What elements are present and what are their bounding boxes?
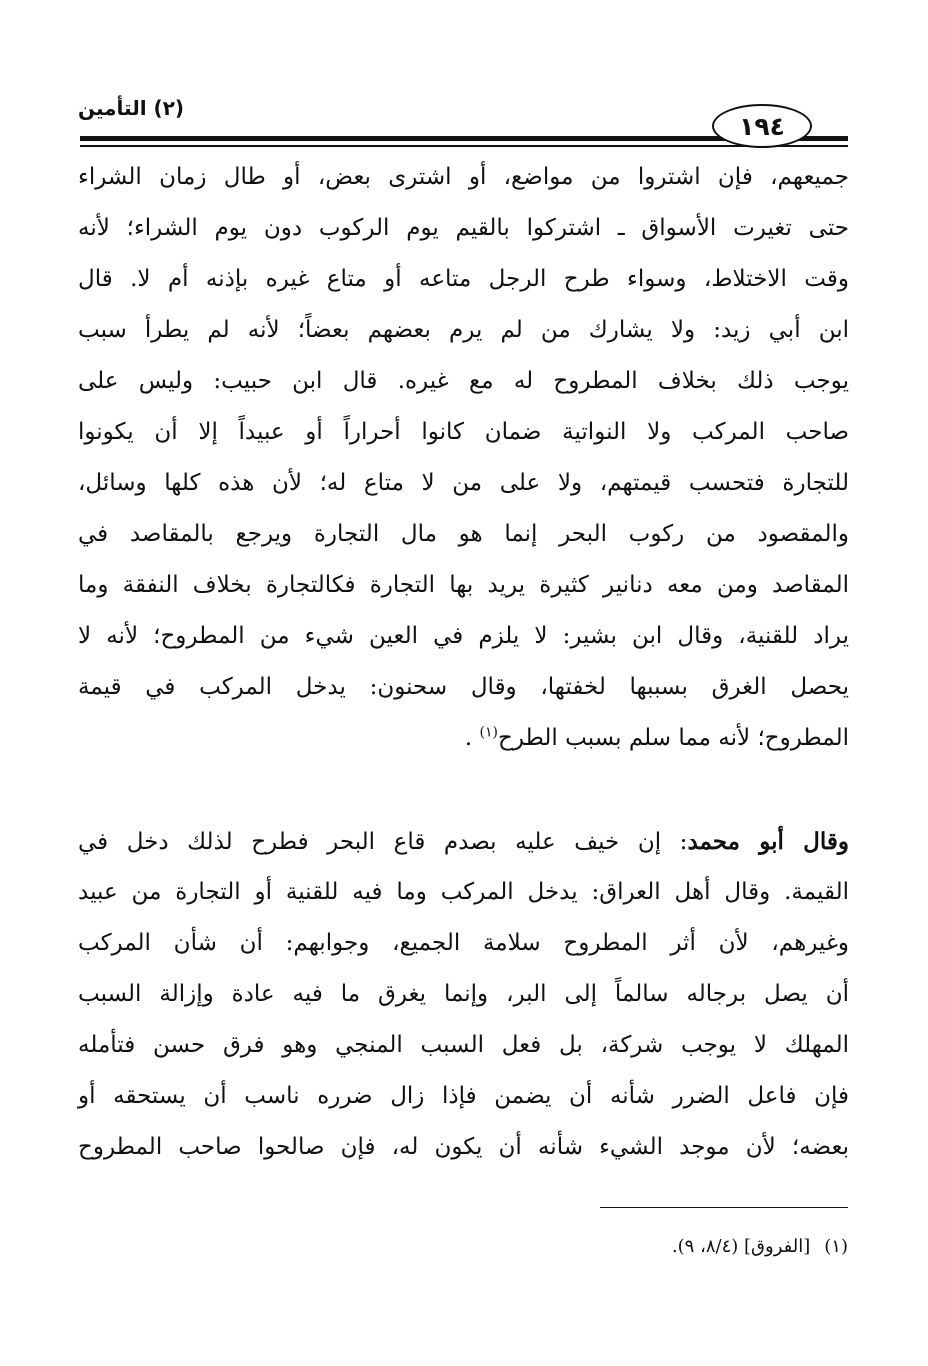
footnote-number: (١) — [824, 1236, 848, 1257]
text-line: والمقصود من ركوب البحر إنما هو مال التجارة ويرجع بالمقاصد في — [78, 521, 849, 547]
page-number-text: ١٩٤ — [739, 111, 785, 141]
paragraph-1 — [78, 152, 849, 764]
footnote-reference: (١) — [479, 724, 498, 741]
text-line: صاحب المركب ولا النواتية ضمان كانوا أحراراً أو عبيداً إلا أن يكونوا — [78, 419, 849, 445]
text-line: جميعهم، فإن اشتروا من مواضع، أو اشترى بعض، أو طال زمان الشراء — [78, 164, 849, 190]
speaker-name: وقال أبو محمد — [687, 828, 849, 855]
text-line-lead — [78, 816, 849, 867]
text-line: القيمة. وقال أهل العراق: يدخل المركب وما فيه للقنية أو التجارة من عبيد — [78, 879, 849, 905]
text-line: يحصل الغرق بسببها لخفتها، وقال سحنون: يدخل المركب في قيمة — [78, 674, 849, 700]
footnote — [400, 1232, 848, 1262]
text-line: يوجب ذلك بخلاف المطروح له مع غيره. قال ابن حبيب: وليس على — [78, 368, 849, 394]
paragraph-2 — [78, 816, 849, 1173]
line-end-period: . — [464, 725, 473, 751]
text-line: وغيرهم، لأن أثر المطروح سلامة الجميع، وجوابهم: أن شأن المركب — [78, 930, 849, 956]
text-line: فإن فاعل الضرر شأنه أن يضمن فإذا زال ضرره ناسب أن يستحقه أو — [78, 1083, 849, 1109]
last-line-text: المطروح؛ لأنه مما سلم بسبب الطرح — [498, 725, 849, 751]
header-rule-thin — [80, 145, 848, 147]
text-line: أن يصل برجاله سالماً إلى البر، وإنما يغرق ما فيه عادة وإزالة السبب — [78, 981, 849, 1007]
text-line: وقت الاختلاط، وسواء طرح الرجل متاعه أو متاع غيره بإذنه أم لا. قال — [78, 266, 849, 292]
text-line: بعضه؛ لأن موجد الشيء شأنه أن يكون له، فإن صالحوا صاحب المطروح — [78, 1134, 849, 1160]
running-title: (٢) التأمين — [78, 96, 185, 120]
lead-text: : إن خيف عليه بصدم قاع البحر فطرح لذلك دخل في — [78, 829, 688, 855]
text-line: المهلك لا يوجب شركة، بل فعل السبب المنجي وهو فرق حسن فتأمله — [78, 1032, 849, 1058]
text-line-last — [78, 713, 849, 764]
footnote-text: [الفروق] (٨/٤، ٩). — [671, 1236, 811, 1257]
page-number — [712, 104, 812, 148]
text-line: للتجارة فتحسب قيمتهم، ولا على من لا متاع له؛ لأن هذه كلها وسائل، — [78, 470, 849, 496]
footnote-separator — [600, 1207, 848, 1208]
text-line: ابن أبي زيد: ولا يشارك من لم يرم بعضهم بعضاً؛ لأنه لم يطرأ سبب — [78, 317, 849, 343]
text-line: يراد للقنية، وقال ابن بشير: لا يلزم في العين شيء من المطروح؛ لأنه لا — [78, 623, 849, 649]
text-line: حتى تغيرت الأسواق ـ اشتركوا بالقيم يوم الركوب دون يوم الشراء؛ لأنه — [78, 215, 849, 241]
text-line: المقاصد ومن معه دنانير كثيرة يريد بها التجارة فكالتجارة بخلاف النفقة وما — [78, 572, 849, 598]
